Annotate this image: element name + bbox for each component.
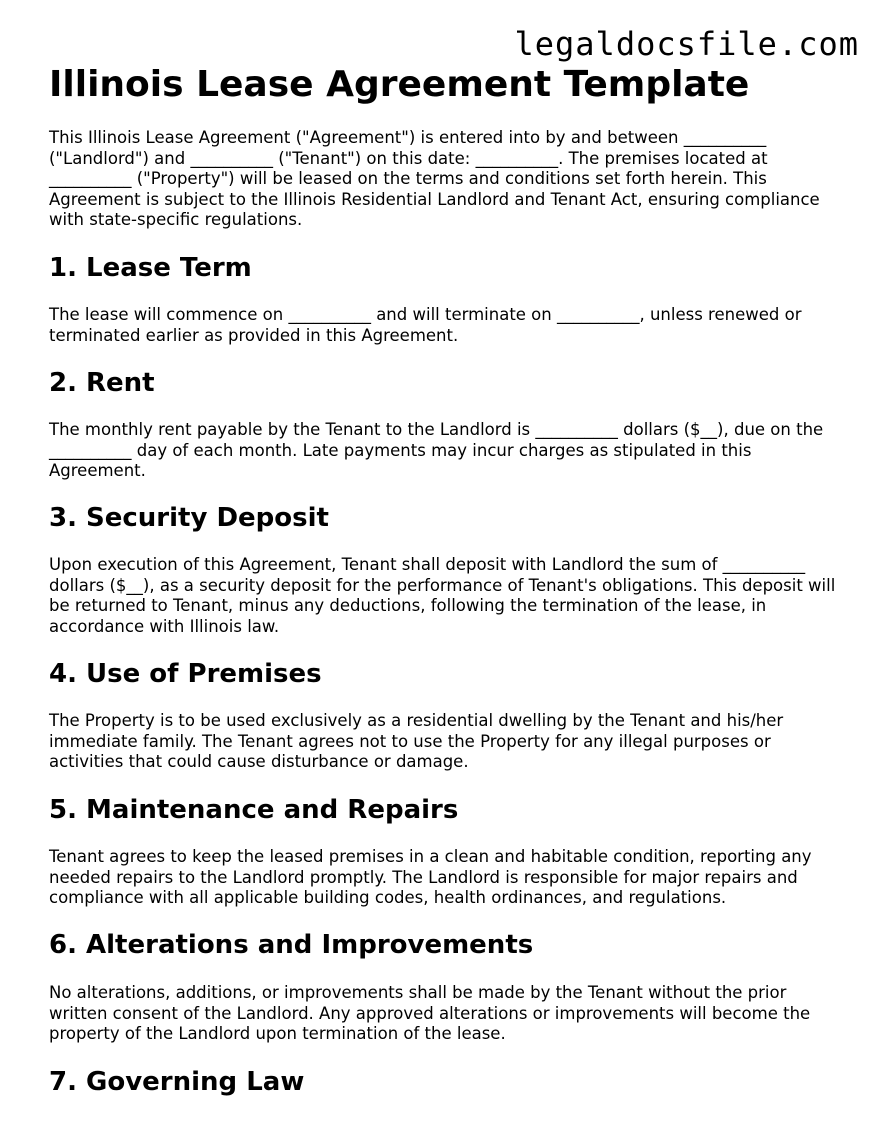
section-heading-security-deposit: 3. Security Deposit bbox=[49, 503, 329, 533]
page-title: Illinois Lease Agreement Template bbox=[49, 64, 750, 105]
section-heading-rent: 2. Rent bbox=[49, 368, 155, 398]
section-heading-alterations: 6. Alterations and Improvements bbox=[49, 930, 534, 960]
section-heading-governing-law: 7. Governing Law bbox=[49, 1067, 305, 1097]
intro-paragraph: This Illinois Lease Agreement ("Agreement") is entered into by and between __________ ("Landlord") and __________ ("Tenant") on this date: __________. The premises located at __________ ("Property") will be leased on the terms and conditions set forth herein. This Agreement is subject to the Illinois Residential Landlord and Tenant Act, ensuring compliance with state-specific regulations. bbox=[49, 128, 820, 230]
section-body-lease-term: The lease will commence on __________ and will terminate on __________, unless renewed or terminated earlier as provided in this Agreement. bbox=[49, 305, 802, 345]
section-body-use-of-premises: The Property is to be used exclusively as a residential dwelling by the Tenant and his/her immediate family. The Tenant agrees not to use the Property for any illegal purposes or activities that could cause disturbance or damage. bbox=[49, 711, 784, 772]
section-heading-lease-term: 1. Lease Term bbox=[49, 253, 252, 283]
watermark: legaldocsfile.com bbox=[514, 25, 859, 63]
section-body-alterations: No alterations, additions, or improvements shall be made by the Tenant without the prior written consent of the Landlord. Any approved alterations or improvements will become the property of the Landlord upon termination of the lease. bbox=[49, 983, 811, 1044]
section-body-maintenance: Tenant agrees to keep the leased premises in a clean and habitable condition, reporting any needed repairs to the Landlord promptly. The Landlord is responsible for major repairs and compliance with all applicable building codes, health ordinances, and regulations. bbox=[49, 847, 812, 908]
section-heading-use-of-premises: 4. Use of Premises bbox=[49, 659, 322, 689]
section-heading-maintenance: 5. Maintenance and Repairs bbox=[49, 795, 459, 825]
section-body-security-deposit: Upon execution of this Agreement, Tenant shall deposit with Landlord the sum of __________ dollars ($__), as a security deposit for the performance of Tenant's obligations. This deposit will be returned to Tenant, minus any deductions, following the termination of the lease, in accordance with Illinois law. bbox=[49, 555, 836, 636]
section-body-rent: The monthly rent payable by the Tenant to the Landlord is __________ dollars ($__), due on the __________ day of each month. Late payments may incur charges as stipulated in this Agreement. bbox=[49, 420, 824, 481]
